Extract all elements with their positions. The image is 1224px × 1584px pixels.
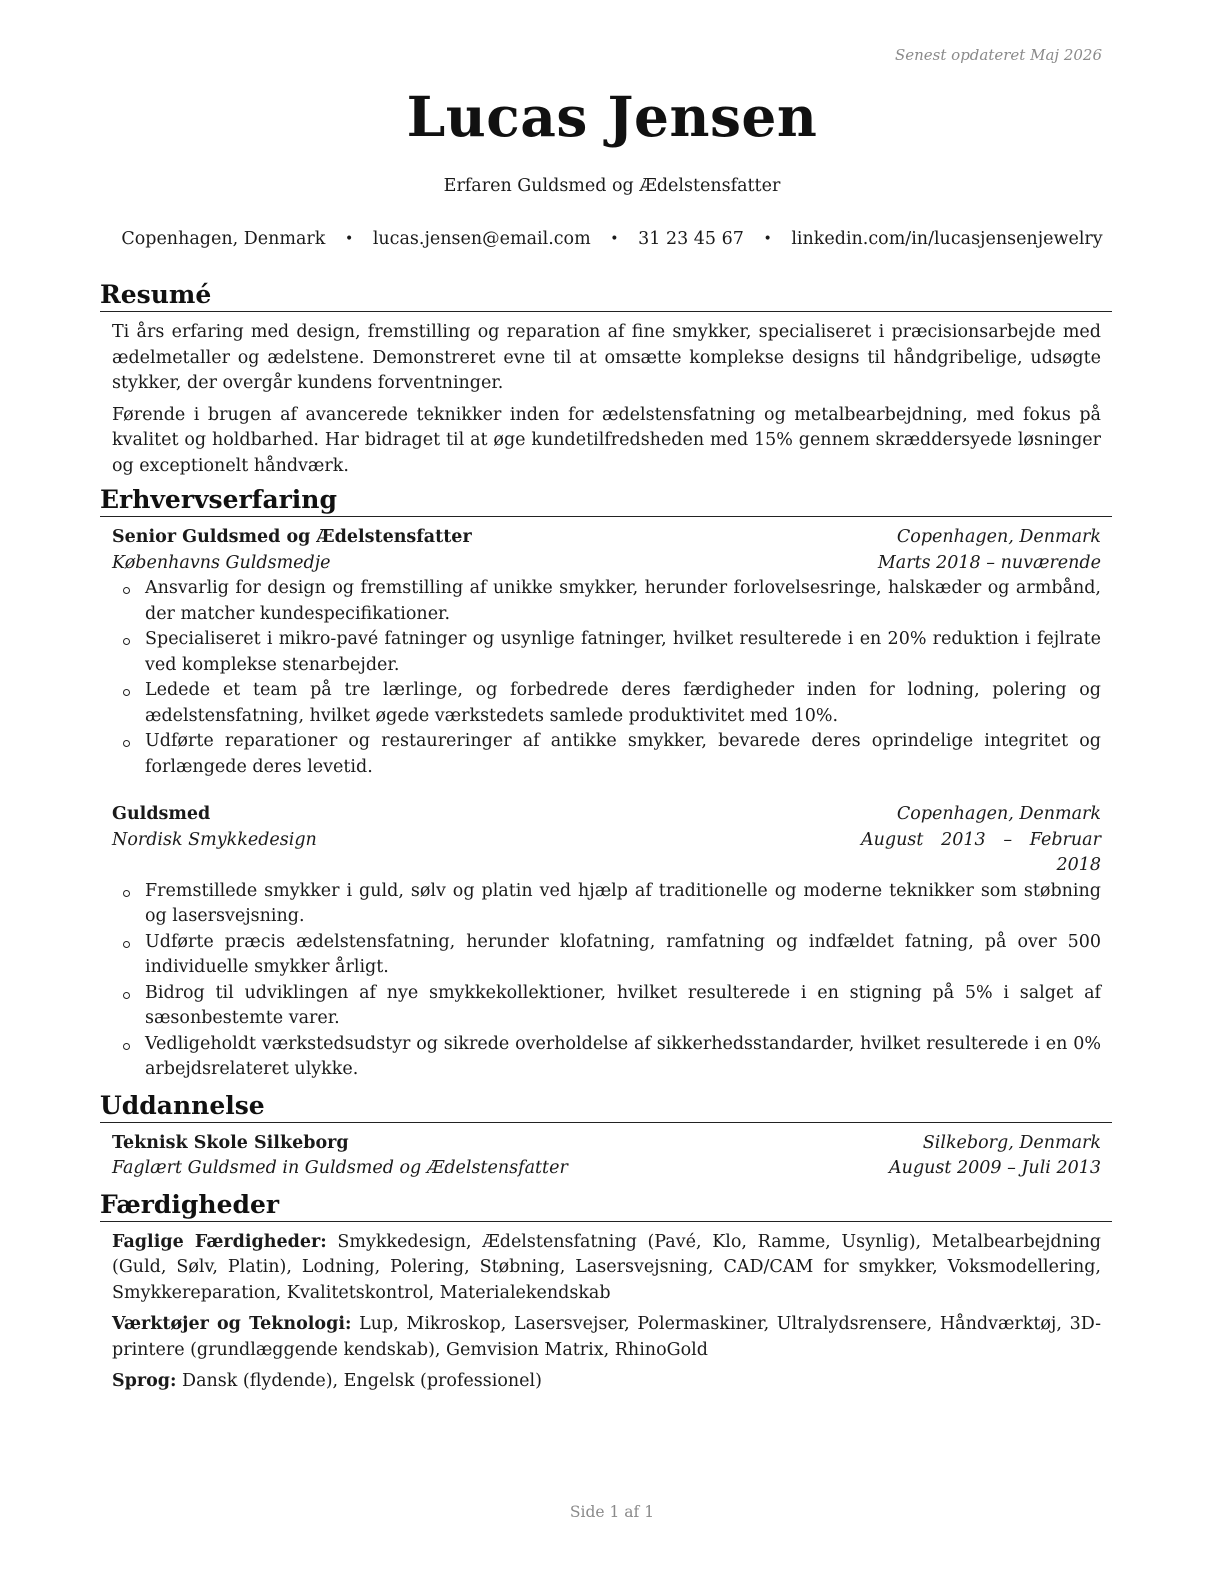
- section-title-skills: Færdigheder: [100, 1190, 1112, 1222]
- job-role: Guldsmed: [112, 804, 211, 824]
- job-entry: [112, 802, 1101, 1083]
- degree: Faglært Guldsmed in Guldsmed og Ædelstensfatter: [112, 1158, 568, 1178]
- job-bullets: [112, 576, 1101, 780]
- skill-group-label: Værktøjer og Teknologi:: [112, 1314, 352, 1334]
- list-item: Udførte præcis ædelstensfatning, herunder klofatning, ramfatning og indfældet fatning, på over 500 individuelle smykker årligt.: [145, 930, 1101, 981]
- contact-email-link[interactable]: lucas.jensen@email.com: [372, 229, 591, 249]
- skill-group-label: Faglige Færdigheder:: [112, 1231, 327, 1252]
- contact-line: [0, 229, 1224, 249]
- bullet-separator: •: [763, 231, 772, 247]
- job-bullets: [112, 879, 1101, 1083]
- job-company: Københavns Guldsmedje: [112, 552, 331, 573]
- education-dates: August 2009 – Juli 2013: [889, 1158, 1101, 1178]
- list-item: Specialiseret i mikro-pavé fatninger og usynlige fatninger, hvilket resulterede i en 20% reduktion i fejlrate ved komplekse stenarbejder.: [145, 627, 1101, 678]
- section-title-experience: Erhvervserfaring: [100, 485, 1112, 517]
- section-title-education: Uddannelse: [100, 1091, 1112, 1123]
- bullet-separator: •: [344, 231, 354, 247]
- school-location: Silkeborg, Denmark: [922, 1132, 1101, 1153]
- job-entry: [112, 525, 1101, 780]
- summary-paragraph: Førende i brugen af avancerede teknikker inden for ædelstensfatning og metalbearbejdning, med fokus på kvalitet og holdbarhed. Har bidraget til at øge kundetilfredsheden med 15% gennem skræddersyede løsninger og exceptionelt håndværk.: [112, 404, 1101, 476]
- skill-group-text: Dansk (flydende), Engelsk (professionel): [182, 1371, 542, 1391]
- contact-location: Copenhagen, Denmark: [121, 229, 326, 249]
- section-title-summary: Resumé: [100, 280, 1112, 312]
- summary-section: [100, 280, 1112, 479]
- skill-group-label: Sprog:: [112, 1371, 177, 1391]
- skill-group-text: Smykkedesign, Ædelstensfatning (Pavé, Klo, Ramme, Usynlig), Metalbearbejdning (Guld, Sølv, Platin), Lodning, Polering, Støbning, Lasersvejsning, CAD/CAM for smykker, Voksmodellering, Smykkereparation, Kvalitetskontrol, Materialekendskab: [112, 1231, 1101, 1303]
- last-updated: Senest opdateret Maj 2026: [894, 46, 1102, 64]
- skill-group-text: Lup, Mikroskop, Lasersvejser, Polermaskiner, Ultralydsrensere, Håndværktøj, 3D-printere (grundlæggende kendskab), Gemvision Matrix, RhinoGold: [112, 1314, 1101, 1360]
- school-name: Teknisk Skole Silkeborg: [112, 1132, 349, 1153]
- headline: Erfaren Guldsmed og Ædelstensfatter: [443, 176, 781, 196]
- summary-paragraph: Ti års erfaring med design, fremstilling og reparation af fine smykker, specialiseret i præcisionsarbejde med ædelmetaller og ædelstene. Demonstreret evne til at omsætte komplekse designs til håndgribelige, udsøgte stykker, der overgår kundens forventninger.: [112, 322, 1101, 393]
- list-item: Vedligeholdt værkstedsudstyr og sikrede overholdelse af sikkerhedsstandarder, hvilket resulterede i en 0% arbejdsrelateret ulykke.: [145, 1032, 1101, 1083]
- list-item: Fremstillede smykker i guld, sølv og platin ved hjælp af traditionelle og moderne teknikker som støbning og lasersvejsning.: [145, 879, 1101, 930]
- job-location: Copenhagen, Denmark: [896, 527, 1101, 547]
- bullet-separator: •: [610, 231, 619, 247]
- job-location: Copenhagen, Denmark: [896, 804, 1101, 824]
- list-item: Udførte reparationer og restaureringer af antikke smykker, bevarede deres oprindelige integritet og forlængede deres levetid.: [145, 729, 1101, 780]
- resume-body: [100, 280, 1112, 1401]
- page-number: Side 1 af 1: [569, 1503, 655, 1521]
- candidate-name: Lucas Jensen: [406, 84, 818, 149]
- contact-linkedin-link[interactable]: linkedin.com/in/lucasjensenjewelry: [791, 229, 1103, 249]
- experience-section: [100, 485, 1112, 1083]
- skill-group: [112, 1312, 1101, 1363]
- list-item: Ledede et team på tre lærlinge, og forbedrede deres færdigheder inden for lodning, polering og ædelstensfatning, hvilket øgede værkstedets samlede produktivitet med 10%.: [145, 678, 1101, 729]
- job-dates: August 2013 – Februar 2018: [861, 829, 1101, 875]
- job-company: Nordisk Smykkedesign: [112, 829, 317, 850]
- skill-group: [112, 1230, 1101, 1307]
- education-section: [100, 1091, 1112, 1182]
- job-role: Senior Guldsmed og Ædelstensfatter: [112, 527, 472, 547]
- contact-phone: 31 23 45 67: [638, 229, 744, 249]
- skill-group: [112, 1369, 1101, 1395]
- job-dates: Marts 2018 – nuværende: [877, 552, 1101, 573]
- list-item: Ansvarlig for design og fremstilling af unikke smykker, herunder forlovelsesringe, halskæder og armbånd, der matcher kundespecifikationer.: [145, 576, 1101, 627]
- skills-section: [100, 1190, 1112, 1395]
- list-item: Bidrog til udviklingen af nye smykkekollektioner, hvilket resulterede i en stigning på 5% i salget af sæsonbestemte varer.: [145, 981, 1101, 1032]
